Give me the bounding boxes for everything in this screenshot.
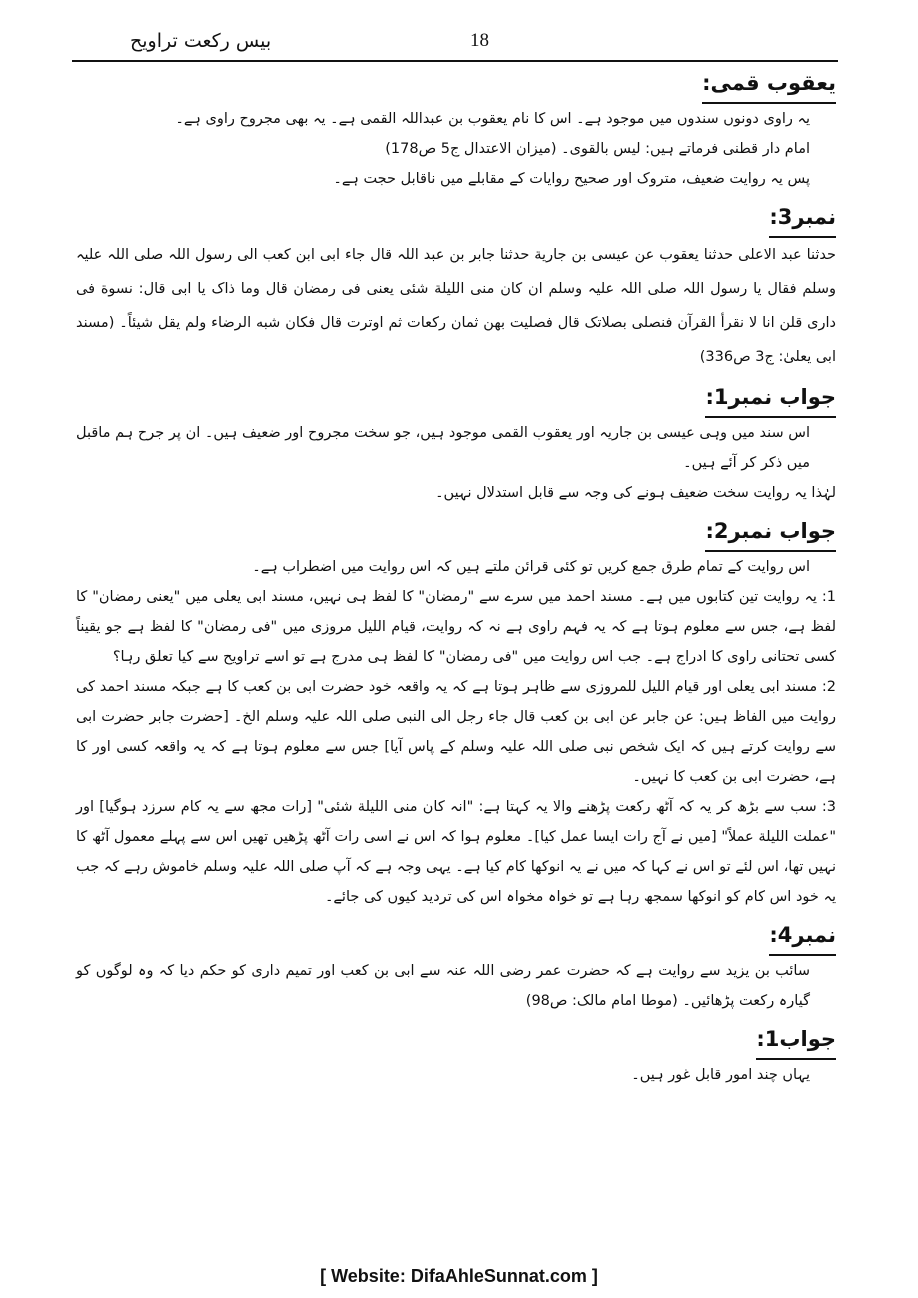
numbered-point-2: 2: مسند ابی یعلی اور قیام اللیل للمروزی سے ظاہر ہوتا ہے کہ یہ واقعہ خود حضرت ابی بن کعب کا ہے جبکہ مسند احمد کی روایت میں الفاظ ہیں: عن جابر عن ابی بن کعب قال جاء رجل الی النبی صلی اللہ علیہ وسلم الخ۔ [حضرت جابر حضرت ابی سے روایت کرتے ہیں کہ ایک شخص نبی صلی اللہ علیہ وسلم کے پاس آیا] جس سے معلوم ہوتا ہے کہ یہ واقعہ کسی اور کا ہے، حضرت ابی بن کعب کا نہیں۔ [76, 679, 836, 785]
section-heading: نمبر3: [76, 200, 836, 238]
page-number: 18 [470, 30, 489, 51]
paragraph: اس سند میں وہی عیسی بن جاریہ اور یعقوب القمی موجود ہیں، جو سخت مجروح اور ضعیف ہیں۔ ان پر جرح ہم ماقبل میں ذکر کر آئے ہیں۔ [76, 425, 810, 471]
paragraph: اس روایت کے تمام طرق جمع کریں تو کئی قرائن ملتے ہیں کہ اس روایت میں اضطراب ہے۔ [252, 559, 810, 575]
section-yaqub-qummi [76, 66, 836, 194]
section-number-4 [76, 918, 836, 1016]
paragraph: یہ راوی دونوں سندوں میں موجود ہے۔ اس کا نام یعقوب بن عبداللہ القمی ہے۔ یہ بھی مجروح راوی ہے۔ [175, 111, 810, 127]
numbered-point-1: 1: یہ روایت تین کتابوں میں ہے۔ مسند احمد میں سرے سے "رمضان" کا لفظ ہی نہیں، مسند ابی یعلی میں "یعنی رمضان" کا لفظ ہے، جس سے معلوم ہوتا ہے کہ یہ فہم راوی ہے نہ کہ روایت، قیام اللیل مروزی میں "فی رمضان" کا لفظ ہے جو یقیناً کسی تحتانی راوی کا ادراج ہے۔ جب اس روایت میں "فی رمضان" کا لفظ ہی مدرج ہے تو اسے تراویح سے کیا تعلق رہا؟ [76, 589, 836, 665]
section-heading: جواب نمبر1: [76, 380, 836, 418]
section-number-3 [76, 200, 836, 374]
paragraph: سائب بن یزید سے روایت ہے کہ حضرت عمر رضی اللہ عنہ سے ابی بن کعب اور تمیم داری کو حکم دیا کہ وہ لوگوں کو گیارہ رکعت پڑھائیں۔ (موطا امام مالک: ص98) [76, 963, 810, 1009]
header-divider [72, 60, 838, 62]
paragraph: یہاں چند امور قابل غور ہیں۔ [631, 1067, 810, 1083]
section-answer-1 [76, 380, 836, 508]
section-answer-2 [76, 514, 836, 912]
page-body [76, 66, 836, 1090]
paragraph: امام دار قطنی فرماتے ہیں: لیس بالقوی۔ (میزان الاعتدال ج5 ص178) [385, 141, 810, 157]
running-header-title: بیس رکعت تراویح [130, 30, 272, 52]
paragraph: پس یہ روایت ضعیف، متروک اور صحیح روایات کے مقابلے میں ناقابل حجت ہے۔ [333, 171, 810, 187]
paragraph: لہٰذا یہ روایت سخت ضعیف ہونے کی وجہ سے قابل استدلال نہیں۔ [435, 485, 836, 501]
section-heading: جواب1: [76, 1022, 836, 1060]
arabic-hadith-text: حدثنا عبد الاعلی حدثنا یعقوب عن عیسی بن جاریة حدثنا جابر بن عبد اللہ قال جاء ابی ابن کعب الی رسول اللہ صلی اللہ علیہ وسلم فقال یا رسول اللہ صلی اللہ علیہ وسلم ان کان منی اللیلة شئی یعنی فی رمضان قال وما ذاک یا ابی قال: نسوة فی داری قلن انا لا نقرأ القرآن فنصلی بصلاتک قال فصلیت بھن ثمان رکعات ثم اوترت قال فکان شبه الرضاء ولم یقل شیئاً۔ (مسند ابی یعلیٰ: ج3 ص336) [76, 247, 836, 365]
section-heading: جواب نمبر2: [76, 514, 836, 552]
section-heading: یعقوب قمی: [76, 66, 836, 104]
section-answer-1b [76, 1022, 836, 1090]
numbered-point-3: 3: سب سے بڑھ کر یہ کہ آٹھ رکعت پڑھنے والا یہ کہتا ہے: "انہ کان منی اللیلة شئی" [رات مجھ سے یہ کام سرزد ہوگیا] اور "عملت اللیلة عملاً" [میں نے آج رات ایسا عمل کیا]۔ معلوم ہوا کہ اس نے اسی رات آٹھ پڑھیں تھیں اس سے پہلے معمول آٹھ کا نہیں تھا، اس لئے تو اس نے کہا کہ میں نے یہ انوکھا کام کیا ہے۔ یہی وجہ ہے کہ آپ صلی اللہ علیہ وسلم خاموش رہے کہ جب یہ خود اس کام کو انوکھا سمجھ رہا ہے تو خواہ مخواہ اس کی تردید کیوں کی جائے۔ [76, 799, 836, 905]
section-heading: نمبر4: [76, 918, 836, 956]
footer-website-link[interactable]: [ Website: DifaAhleSunnat.com ] [320, 1266, 598, 1286]
